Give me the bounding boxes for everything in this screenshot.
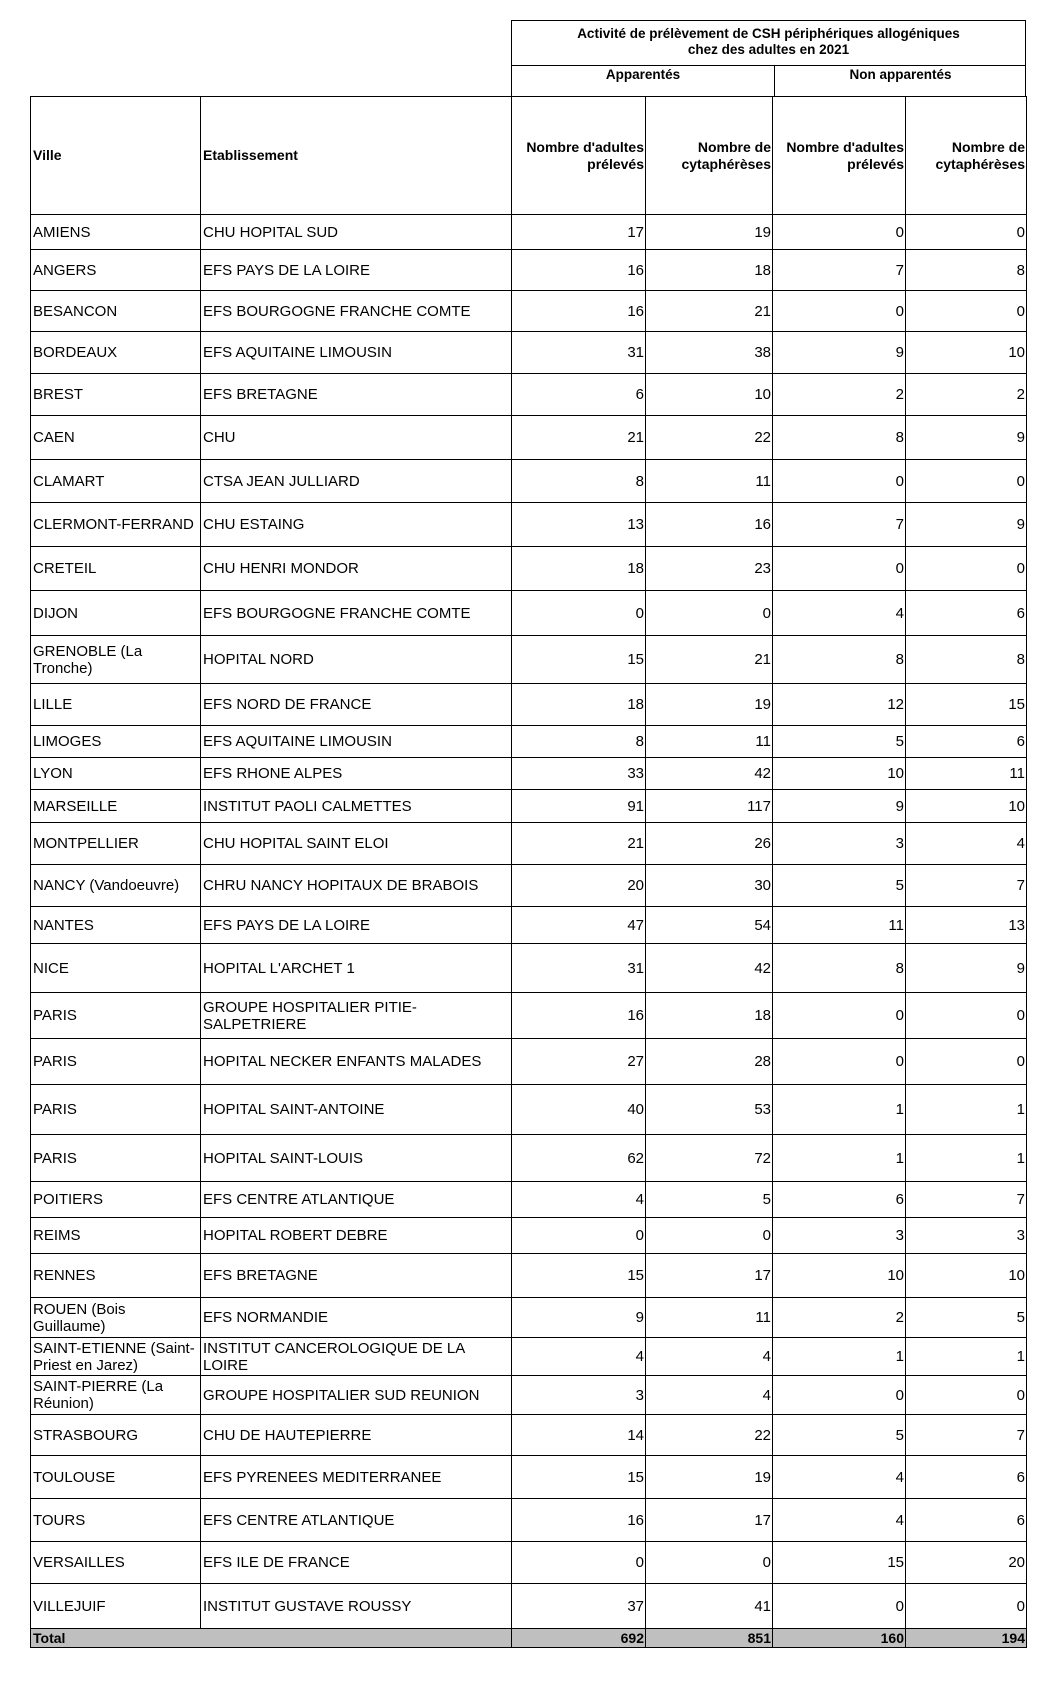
cell-unrelated-cytapheresis: 15 (906, 684, 1027, 726)
cell-related-adults: 17 (512, 215, 646, 250)
cell-etablissement: EFS NORMANDIE (201, 1298, 512, 1338)
cell-related-adults: 21 (512, 416, 646, 460)
cell-related-cytapheresis: 16 (646, 503, 773, 547)
cell-etablissement: HOPITAL SAINT-ANTOINE (201, 1085, 512, 1135)
cell-etablissement: EFS RHONE ALPES (201, 758, 512, 790)
table-row (31, 1499, 1027, 1542)
cell-related-cytapheresis: 18 (646, 250, 773, 291)
cell-related-adults: 33 (512, 758, 646, 790)
cell-etablissement: EFS BOURGOGNE FRANCHE COMTE (201, 291, 512, 332)
cell-related-cytapheresis: 72 (646, 1135, 773, 1182)
table-row (31, 1298, 1027, 1338)
cell-related-cytapheresis: 30 (646, 865, 773, 907)
cell-ville: BORDEAUX (31, 332, 201, 374)
table-row (31, 823, 1027, 865)
cell-unrelated-cytapheresis: 1 (906, 1338, 1027, 1376)
cell-etablissement: EFS CENTRE ATLANTIQUE (201, 1182, 512, 1218)
total-related-cytapheresis: 851 (646, 1629, 773, 1648)
table-row (31, 726, 1027, 758)
cell-related-cytapheresis: 11 (646, 726, 773, 758)
table-row (31, 1039, 1027, 1085)
cell-etablissement: EFS BOURGOGNE FRANCHE COMTE (201, 591, 512, 636)
cell-unrelated-cytapheresis: 0 (906, 1376, 1027, 1415)
cell-ville: BESANCON (31, 291, 201, 332)
cell-related-adults: 16 (512, 993, 646, 1039)
cell-unrelated-cytapheresis: 3 (906, 1218, 1027, 1254)
cell-etablissement: CHU HOPITAL SAINT ELOI (201, 823, 512, 865)
cell-unrelated-cytapheresis: 9 (906, 416, 1027, 460)
cell-related-cytapheresis: 0 (646, 1218, 773, 1254)
cell-ville: MONTPELLIER (31, 823, 201, 865)
table-row (31, 1338, 1027, 1376)
cell-etablissement: INSTITUT PAOLI CALMETTES (201, 790, 512, 823)
cell-etablissement: EFS AQUITAINE LIMOUSIN (201, 332, 512, 374)
cell-unrelated-cytapheresis: 7 (906, 1182, 1027, 1218)
cell-etablissement: CHRU NANCY HOPITAUX DE BRABOIS (201, 865, 512, 907)
cell-related-cytapheresis: 21 (646, 291, 773, 332)
cell-unrelated-cytapheresis: 4 (906, 823, 1027, 865)
table-row (31, 758, 1027, 790)
table-row (31, 1376, 1027, 1415)
cell-unrelated-adults: 0 (773, 215, 906, 250)
cell-related-adults: 16 (512, 250, 646, 291)
cell-unrelated-adults: 0 (773, 1376, 906, 1415)
cell-unrelated-adults: 2 (773, 374, 906, 416)
cell-unrelated-cytapheresis: 8 (906, 636, 1027, 684)
cell-related-adults: 21 (512, 823, 646, 865)
cell-related-adults: 15 (512, 636, 646, 684)
cell-ville: ROUEN (Bois Guillaume) (31, 1298, 201, 1338)
cell-ville: DIJON (31, 591, 201, 636)
table-row (31, 332, 1027, 374)
cell-unrelated-cytapheresis: 6 (906, 726, 1027, 758)
table-title (512, 21, 1025, 66)
cell-ville: AMIENS (31, 215, 201, 250)
cell-unrelated-adults: 9 (773, 332, 906, 374)
cell-unrelated-adults: 1 (773, 1135, 906, 1182)
cell-related-cytapheresis: 5 (646, 1182, 773, 1218)
cell-related-adults: 31 (512, 944, 646, 993)
cell-unrelated-cytapheresis: 6 (906, 591, 1027, 636)
cell-unrelated-cytapheresis: 20 (906, 1542, 1027, 1584)
title-line-2: chez des adultes en 2021 (687, 42, 850, 57)
cell-ville: PARIS (31, 1039, 201, 1085)
cell-related-adults: 8 (512, 726, 646, 758)
cell-related-cytapheresis: 42 (646, 758, 773, 790)
cell-ville: POITIERS (31, 1182, 201, 1218)
cell-ville: SAINT-PIERRE (La Réunion) (31, 1376, 201, 1415)
cell-related-cytapheresis: 22 (646, 416, 773, 460)
cell-related-adults: 0 (512, 1218, 646, 1254)
table-row (31, 1218, 1027, 1254)
cell-unrelated-cytapheresis: 10 (906, 790, 1027, 823)
cell-ville: REIMS (31, 1218, 201, 1254)
cell-unrelated-cytapheresis: 9 (906, 944, 1027, 993)
cell-related-adults: 37 (512, 1584, 646, 1629)
cell-unrelated-adults: 10 (773, 1254, 906, 1298)
cell-related-adults: 47 (512, 907, 646, 944)
cell-unrelated-cytapheresis: 0 (906, 291, 1027, 332)
cell-unrelated-adults: 0 (773, 291, 906, 332)
cell-etablissement: INSTITUT CANCEROLOGIQUE DE LA LOIRE (201, 1338, 512, 1376)
table-row (31, 1135, 1027, 1182)
cell-unrelated-adults: 8 (773, 416, 906, 460)
cell-unrelated-cytapheresis: 7 (906, 865, 1027, 907)
table-row (31, 250, 1027, 291)
cell-ville: STRASBOURG (31, 1415, 201, 1456)
cell-ville: CAEN (31, 416, 201, 460)
cell-related-cytapheresis: 18 (646, 993, 773, 1039)
cell-unrelated-cytapheresis: 0 (906, 993, 1027, 1039)
data-table (30, 96, 1027, 1648)
cell-etablissement: EFS PAYS DE LA LOIRE (201, 907, 512, 944)
cell-related-adults: 14 (512, 1415, 646, 1456)
cell-related-adults: 13 (512, 503, 646, 547)
cell-related-cytapheresis: 117 (646, 790, 773, 823)
cell-ville: GRENOBLE (La Tronche) (31, 636, 201, 684)
cell-ville: SAINT-ETIENNE (Saint-Priest en Jarez) (31, 1338, 201, 1376)
cell-related-cytapheresis: 4 (646, 1338, 773, 1376)
cell-unrelated-cytapheresis: 11 (906, 758, 1027, 790)
cell-unrelated-cytapheresis: 9 (906, 503, 1027, 547)
cell-related-adults: 15 (512, 1456, 646, 1499)
cell-etablissement: EFS CENTRE ATLANTIQUE (201, 1499, 512, 1542)
cell-unrelated-adults: 0 (773, 993, 906, 1039)
table-row (31, 1456, 1027, 1499)
cell-related-cytapheresis: 17 (646, 1499, 773, 1542)
table-row (31, 684, 1027, 726)
cell-ville: PARIS (31, 1085, 201, 1135)
cell-unrelated-cytapheresis: 13 (906, 907, 1027, 944)
cell-related-adults: 15 (512, 1254, 646, 1298)
table-row (31, 215, 1027, 250)
cell-unrelated-cytapheresis: 6 (906, 1456, 1027, 1499)
table-row (31, 291, 1027, 332)
cell-related-adults: 40 (512, 1085, 646, 1135)
cell-related-adults: 20 (512, 865, 646, 907)
cell-related-cytapheresis: 38 (646, 332, 773, 374)
cell-related-cytapheresis: 11 (646, 460, 773, 503)
total-unrelated-cytapheresis: 194 (906, 1629, 1027, 1648)
table-row (31, 1584, 1027, 1629)
unrelated-group-header: Non apparentés (849, 67, 952, 82)
total-unrelated-adults: 160 (773, 1629, 906, 1648)
cell-unrelated-cytapheresis: 2 (906, 374, 1027, 416)
cell-related-cytapheresis: 11 (646, 1298, 773, 1338)
cell-unrelated-cytapheresis: 0 (906, 215, 1027, 250)
cell-ville: NANTES (31, 907, 201, 944)
cell-unrelated-adults: 1 (773, 1338, 906, 1376)
table-row (31, 460, 1027, 503)
cell-etablissement: EFS PAYS DE LA LOIRE (201, 250, 512, 291)
cell-unrelated-adults: 3 (773, 823, 906, 865)
table-row (31, 416, 1027, 460)
cell-ville: VERSAILLES (31, 1542, 201, 1584)
cell-unrelated-adults: 8 (773, 944, 906, 993)
cell-unrelated-cytapheresis: 10 (906, 332, 1027, 374)
table-row (31, 907, 1027, 944)
cell-ville: NICE (31, 944, 201, 993)
cell-related-cytapheresis: 0 (646, 591, 773, 636)
cell-unrelated-adults: 1 (773, 1085, 906, 1135)
cell-etablissement: EFS BRETAGNE (201, 1254, 512, 1298)
cell-unrelated-adults: 0 (773, 1039, 906, 1085)
cell-unrelated-adults: 8 (773, 636, 906, 684)
table-row (31, 547, 1027, 591)
cell-related-adults: 9 (512, 1298, 646, 1338)
cell-ville: CRETEIL (31, 547, 201, 591)
cell-ville: PARIS (31, 1135, 201, 1182)
cell-related-cytapheresis: 0 (646, 1542, 773, 1584)
title-line-1: Activité de prélèvement de CSH périphériques allogéniques (577, 26, 960, 41)
cell-related-adults: 4 (512, 1182, 646, 1218)
cell-unrelated-adults: 0 (773, 547, 906, 591)
col-header-unrelated-adults: Nombre d'adultes prélevés (773, 97, 906, 215)
cell-ville: CLAMART (31, 460, 201, 503)
cell-related-adults: 0 (512, 1542, 646, 1584)
total-related-adults: 692 (512, 1629, 646, 1648)
table-row (31, 503, 1027, 547)
cell-related-adults: 31 (512, 332, 646, 374)
table-row (31, 636, 1027, 684)
total-label: Total (31, 1629, 512, 1648)
cell-etablissement: EFS BRETAGNE (201, 374, 512, 416)
cell-unrelated-adults: 5 (773, 726, 906, 758)
cell-unrelated-cytapheresis: 7 (906, 1415, 1027, 1456)
cell-ville: PARIS (31, 993, 201, 1039)
col-header-related-adults: Nombre d'adultes prélevés (512, 97, 646, 215)
cell-ville: BREST (31, 374, 201, 416)
cell-related-adults: 16 (512, 1499, 646, 1542)
cell-unrelated-adults: 12 (773, 684, 906, 726)
col-header-unrelated-cytapheresis: Nombre de cytaphérèses (906, 97, 1027, 215)
group-header (511, 20, 1026, 97)
cell-etablissement: GROUPE HOSPITALIER PITIE-SALPETRIERE (201, 993, 512, 1039)
table-row (31, 374, 1027, 416)
cell-related-adults: 18 (512, 684, 646, 726)
cell-related-adults: 3 (512, 1376, 646, 1415)
cell-related-adults: 4 (512, 1338, 646, 1376)
table-row (31, 865, 1027, 907)
cell-ville: CLERMONT-FERRAND (31, 503, 201, 547)
cell-unrelated-adults: 10 (773, 758, 906, 790)
cell-ville: NANCY (Vandoeuvre) (31, 865, 201, 907)
cell-etablissement: HOPITAL NORD (201, 636, 512, 684)
cell-ville: LIMOGES (31, 726, 201, 758)
table-row (31, 944, 1027, 993)
cell-unrelated-cytapheresis: 8 (906, 250, 1027, 291)
cell-related-cytapheresis: 28 (646, 1039, 773, 1085)
column-header-row (31, 97, 1027, 215)
table-row (31, 1085, 1027, 1135)
cell-etablissement: EFS AQUITAINE LIMOUSIN (201, 726, 512, 758)
cell-related-adults: 16 (512, 291, 646, 332)
cell-related-adults: 6 (512, 374, 646, 416)
cell-etablissement: CHU DE HAUTEPIERRE (201, 1415, 512, 1456)
cell-ville: TOULOUSE (31, 1456, 201, 1499)
cell-related-cytapheresis: 42 (646, 944, 773, 993)
cell-etablissement: HOPITAL SAINT-LOUIS (201, 1135, 512, 1182)
col-header-etablissement: Etablissement (201, 97, 512, 215)
cell-ville: TOURS (31, 1499, 201, 1542)
cell-related-cytapheresis: 23 (646, 547, 773, 591)
cell-unrelated-cytapheresis: 0 (906, 460, 1027, 503)
cell-related-adults: 62 (512, 1135, 646, 1182)
cell-ville: RENNES (31, 1254, 201, 1298)
cell-etablissement: CHU HOPITAL SUD (201, 215, 512, 250)
cell-related-cytapheresis: 26 (646, 823, 773, 865)
cell-related-cytapheresis: 17 (646, 1254, 773, 1298)
cell-unrelated-cytapheresis: 1 (906, 1135, 1027, 1182)
cell-related-adults: 18 (512, 547, 646, 591)
cell-unrelated-adults: 0 (773, 1584, 906, 1629)
table-row (31, 591, 1027, 636)
cell-related-cytapheresis: 19 (646, 1456, 773, 1499)
cell-etablissement: EFS ILE DE FRANCE (201, 1542, 512, 1584)
cell-related-cytapheresis: 10 (646, 374, 773, 416)
cell-unrelated-adults: 15 (773, 1542, 906, 1584)
cell-related-cytapheresis: 54 (646, 907, 773, 944)
cell-etablissement: EFS NORD DE FRANCE (201, 684, 512, 726)
table-row (31, 1182, 1027, 1218)
cell-unrelated-adults: 4 (773, 1499, 906, 1542)
cell-ville: ANGERS (31, 250, 201, 291)
cell-unrelated-adults: 2 (773, 1298, 906, 1338)
cell-etablissement: GROUPE HOSPITALIER SUD REUNION (201, 1376, 512, 1415)
cell-ville: MARSEILLE (31, 790, 201, 823)
table-row (31, 1254, 1027, 1298)
cell-etablissement: CHU HENRI MONDOR (201, 547, 512, 591)
cell-related-adults: 0 (512, 591, 646, 636)
cell-related-cytapheresis: 41 (646, 1584, 773, 1629)
col-header-ville: Ville (31, 97, 201, 215)
cell-related-cytapheresis: 4 (646, 1376, 773, 1415)
cell-related-cytapheresis: 19 (646, 684, 773, 726)
cell-related-cytapheresis: 19 (646, 215, 773, 250)
cell-unrelated-adults: 9 (773, 790, 906, 823)
cell-related-adults: 8 (512, 460, 646, 503)
cell-unrelated-cytapheresis: 0 (906, 1039, 1027, 1085)
cell-related-cytapheresis: 53 (646, 1085, 773, 1135)
cell-related-cytapheresis: 21 (646, 636, 773, 684)
cell-unrelated-adults: 7 (773, 503, 906, 547)
cell-ville: VILLEJUIF (31, 1584, 201, 1629)
cell-unrelated-cytapheresis: 0 (906, 547, 1027, 591)
cell-unrelated-cytapheresis: 6 (906, 1499, 1027, 1542)
cell-unrelated-adults: 6 (773, 1182, 906, 1218)
table-row (31, 993, 1027, 1039)
cell-unrelated-adults: 3 (773, 1218, 906, 1254)
related-group-header: Apparentés (512, 66, 775, 97)
cell-related-cytapheresis: 22 (646, 1415, 773, 1456)
cell-unrelated-adults: 4 (773, 591, 906, 636)
cell-unrelated-adults: 5 (773, 865, 906, 907)
cell-etablissement: HOPITAL L'ARCHET 1 (201, 944, 512, 993)
cell-unrelated-cytapheresis: 0 (906, 1584, 1027, 1629)
cell-ville: LYON (31, 758, 201, 790)
cell-unrelated-adults: 5 (773, 1415, 906, 1456)
cell-etablissement: HOPITAL ROBERT DEBRE (201, 1218, 512, 1254)
cell-unrelated-cytapheresis: 1 (906, 1085, 1027, 1135)
cell-unrelated-adults: 7 (773, 250, 906, 291)
cell-etablissement: INSTITUT GUSTAVE ROUSSY (201, 1584, 512, 1629)
cell-etablissement: EFS PYRENEES MEDITERRANEE (201, 1456, 512, 1499)
cell-etablissement: CHU ESTAING (201, 503, 512, 547)
table-row (31, 1415, 1027, 1456)
cell-ville: LILLE (31, 684, 201, 726)
cell-etablissement: CHU (201, 416, 512, 460)
table-row (31, 1542, 1027, 1584)
table-row (31, 790, 1027, 823)
cell-unrelated-adults: 0 (773, 460, 906, 503)
total-row (31, 1629, 1027, 1648)
cell-related-adults: 27 (512, 1039, 646, 1085)
col-header-related-cytapheresis: Nombre de cytaphérèses (646, 97, 773, 215)
cell-related-adults: 91 (512, 790, 646, 823)
cell-unrelated-cytapheresis: 5 (906, 1298, 1027, 1338)
cell-etablissement: CTSA JEAN JULLIARD (201, 460, 512, 503)
cell-etablissement: HOPITAL NECKER ENFANTS MALADES (201, 1039, 512, 1085)
cell-unrelated-adults: 11 (773, 907, 906, 944)
cell-unrelated-cytapheresis: 10 (906, 1254, 1027, 1298)
cell-unrelated-adults: 4 (773, 1456, 906, 1499)
